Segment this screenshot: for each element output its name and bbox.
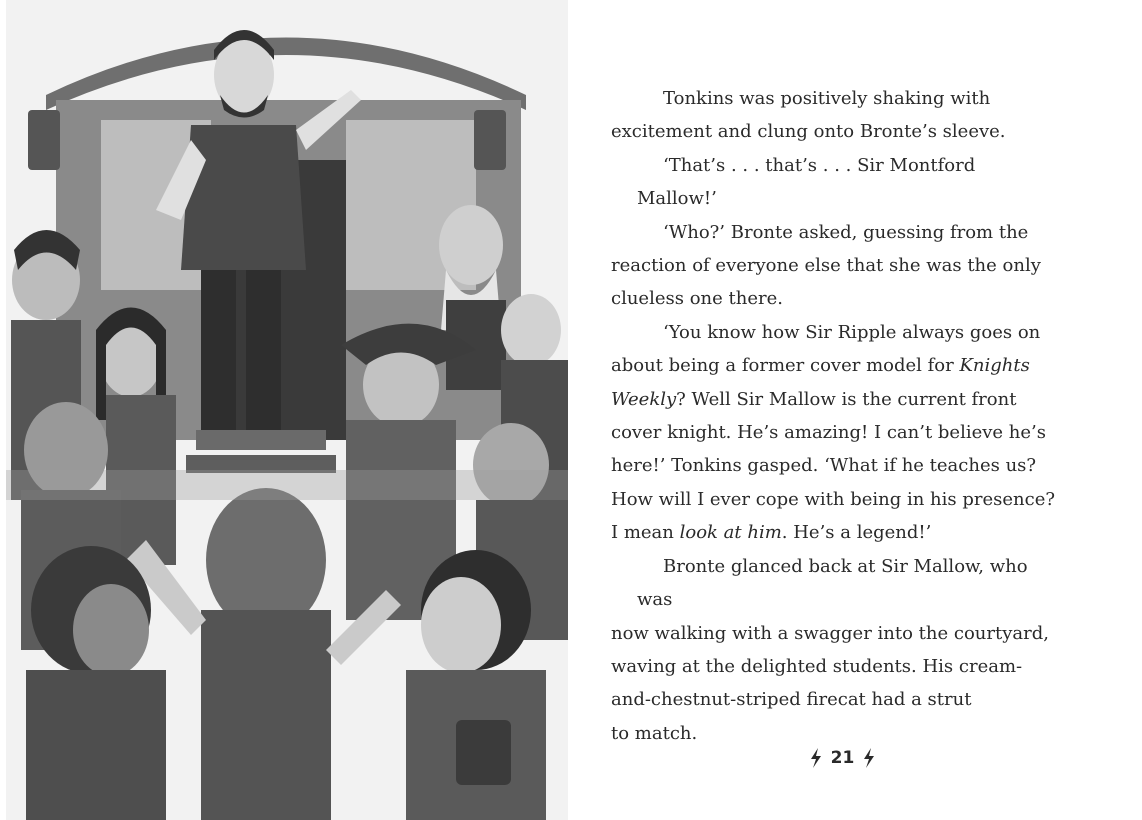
line [611, 389, 1016, 410]
magazine-title: Weekly [611, 388, 677, 410]
line: and-chestnut-striped firecat had a strut [611, 689, 972, 711]
line: ‘You know how Sir Ripple always goes on [663, 321, 1041, 343]
line [611, 355, 1030, 376]
line: ‘Who?’ Bronte asked, guessing from the [663, 221, 1029, 243]
line: ‘That’s . . . that’s . . . Sir Montford Mallow!’ [637, 154, 976, 210]
lightning-bolt-icon [809, 748, 823, 768]
line: How will I ever cope with being in his presence? [611, 488, 1056, 510]
line: excitement and clung onto Bronte’s sleeve. [611, 121, 1006, 143]
paragraph-4 [611, 316, 1057, 550]
page-number-text: 21 [830, 748, 855, 768]
line: reaction of everyone else that she was the only [611, 255, 1041, 277]
line: waving at the delighted students. His cream- [611, 655, 1023, 677]
line-text: . He’s a legend!’ [781, 522, 932, 544]
emphasis: look at him [679, 522, 782, 544]
lightning-bolt-icon [862, 748, 876, 768]
line-text: about being a former cover model for [611, 355, 960, 377]
page-number [0, 748, 1142, 768]
line: cover knight. He’s amazing! I can’t believe he’s [611, 422, 1046, 444]
paragraph-5 [611, 550, 1057, 750]
line: Tonkins was positively shaking with [663, 88, 991, 109]
magazine-title: Knights [959, 355, 1030, 377]
illustration-knight-caravan-crowd-icon [6, 0, 568, 820]
line [611, 522, 931, 543]
line: Bronte glanced back at Sir Mallow, who was [637, 555, 1028, 611]
line-text: ? Well Sir Mallow is the current front [676, 388, 1017, 410]
paragraph-2 [637, 149, 1057, 216]
line: to match. [611, 722, 698, 744]
line: now walking with a swagger into the courtyard, [611, 622, 1049, 644]
line-text: I mean [611, 522, 680, 544]
paragraph-1 [611, 82, 1057, 149]
line: here!’ Tonkins gasped. ‘What if he teaches us? [611, 455, 1037, 477]
illustration [6, 0, 568, 820]
paragraph-3 [611, 216, 1057, 316]
line: clueless one there. [611, 288, 783, 310]
text-page [611, 82, 1057, 750]
